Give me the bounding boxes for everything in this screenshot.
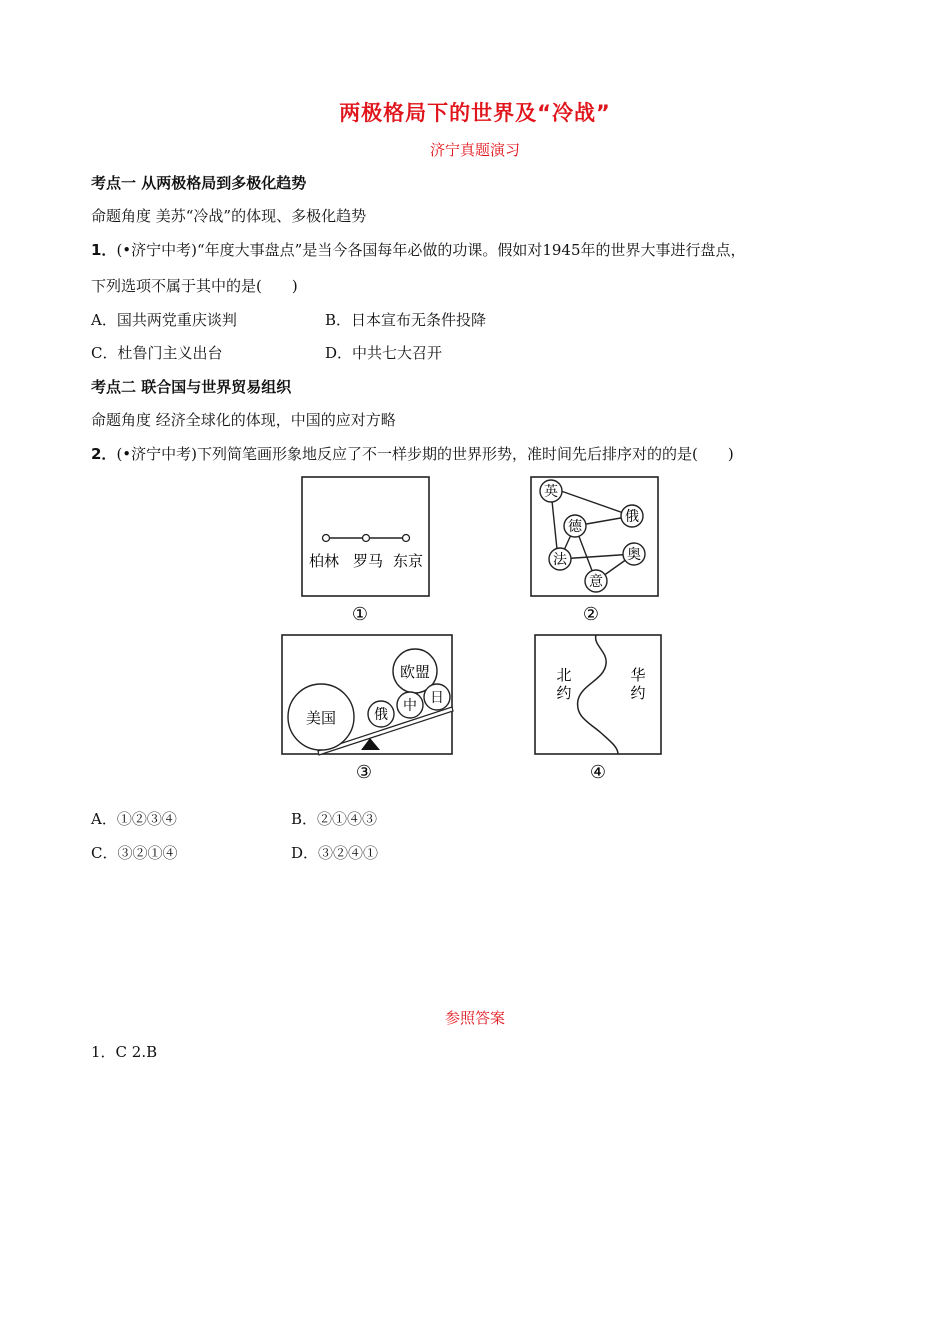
q1-line2: 下列选项不属于其中的是( ): [91, 277, 298, 295]
answers-title: 参照答案: [444, 1009, 505, 1027]
node-italy: 意: [589, 574, 603, 590]
section1-angle: 命题角度 美苏“冷战”的体现、多极化趋势: [91, 207, 367, 225]
node-france: 法: [553, 552, 567, 568]
figure-3-number: ③: [355, 762, 373, 783]
figure-2: [531, 477, 658, 596]
node-usa: 美国: [305, 709, 337, 727]
q1-option-b: B．日本宣布无条件投降: [325, 311, 487, 329]
section1-heading: 考点一 从两极格局到多极化趋势: [91, 174, 307, 192]
q2-option-b: B．②①④③: [291, 810, 378, 828]
q1-option-d: D．中共七大召开: [325, 344, 443, 362]
figure-2-number: ②: [582, 604, 600, 625]
q1-number: 1．: [91, 241, 117, 259]
q1-stem: (•济宁中考)“年度大事盘点”是当今各国每年必做的功课。假如对1945年的世界大事进行盘点，: [116, 241, 746, 259]
nato-char-1: 北: [556, 666, 572, 684]
city-rome: 罗马: [352, 552, 384, 570]
warsaw-char-2: 约: [630, 684, 646, 702]
node-germany: 德: [568, 519, 582, 535]
node-eu: 欧盟: [399, 663, 431, 681]
city-berlin: 柏林: [308, 552, 340, 570]
section2-heading: 考点二 联合国与世界贸易组织: [91, 378, 292, 396]
q2-stem: (•济宁中考)下列简笔画形象地反应了不一样步期的世界形势，准时间先后排序对的的是( ): [116, 445, 734, 463]
q2-option-a: A．①②③④: [91, 810, 177, 828]
node-japan: 日: [430, 690, 444, 706]
nato-char-2: 约: [556, 684, 572, 702]
figure-1: [302, 477, 429, 596]
node-britain: 英: [544, 484, 558, 500]
page-title: 两极格局下的世界及“冷战”: [339, 101, 611, 125]
figure-1-number: ①: [351, 604, 369, 625]
answers-text: 1．C 2.B: [91, 1043, 158, 1061]
node-china: 中: [403, 698, 417, 714]
figure-3: [282, 635, 453, 755]
section2-angle: 命题角度 经济全球化的体现，中国的应对方略: [91, 411, 396, 429]
node-austria: 奥: [627, 547, 641, 563]
q2-number: 2．: [91, 445, 117, 463]
q1-option-c: C．杜鲁门主义出台: [91, 344, 223, 362]
q2-option-d: D．③②④①: [291, 844, 379, 862]
q2-option-c: C．③②①④: [91, 844, 178, 862]
city-tokyo: 东京: [392, 552, 424, 570]
page-subtitle: 济宁真题演习: [429, 141, 520, 159]
node-russia-3: 俄: [374, 707, 388, 723]
q1-option-a: A．国共两党重庆谈判: [91, 311, 237, 329]
warsaw-char-1: 华: [630, 666, 646, 684]
node-russia: 俄: [625, 509, 639, 525]
figure-4-number: ④: [589, 762, 607, 783]
figure-4: [535, 635, 661, 754]
